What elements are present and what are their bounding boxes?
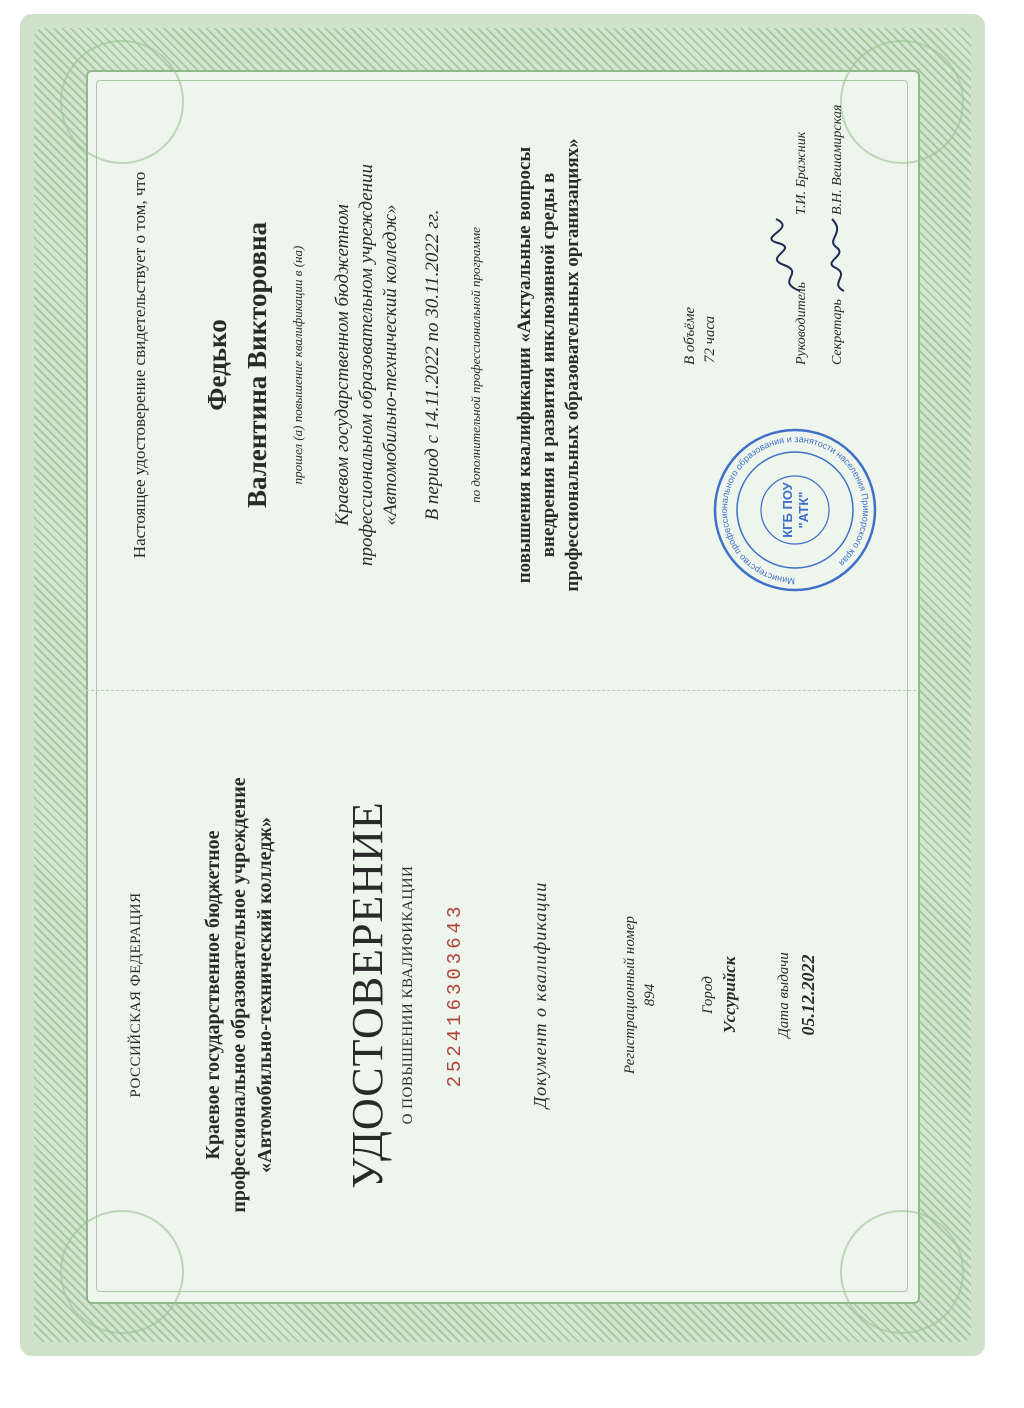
document-type: Документ о квалификации	[530, 881, 550, 1109]
volume-value: 72 часа	[702, 315, 718, 363]
secretary-name: В.Н. Вешамирская	[830, 104, 845, 215]
holder-surname: Федько	[202, 319, 232, 411]
director-name: Т.И. Бражник	[794, 131, 809, 215]
issuer-org-line-1: Краевое государственное бюджетное	[202, 830, 224, 1160]
city-label: Город	[700, 976, 716, 1014]
passed-text: прошел (а) повышение квалификации в (на)	[290, 245, 305, 485]
program-title-line-2: внедрения и развития инклюзивной среды в	[538, 172, 559, 558]
city-value: Уссурийск	[720, 956, 739, 1034]
training-org-line-2: профессиональном образовательном учреждении	[356, 163, 377, 567]
registration-number: 894	[642, 983, 658, 1007]
document-subtitle: О ПОВЫШЕНИИ КВАЛИФИКАЦИИ	[400, 865, 416, 1125]
serial-number: 252416303643	[444, 902, 466, 1088]
training-org-line-3: «Автомобильно-технический колледж»	[380, 204, 401, 526]
official-seal	[710, 425, 880, 595]
program-label: по дополнительной профессиональной программе	[468, 227, 483, 503]
program-title-line-3: профессиональных образовательных организациях»	[562, 138, 583, 592]
program-title-line-1: повышения квалификации «Актуальные вопросы	[514, 146, 535, 584]
secretary-signature	[818, 215, 863, 295]
fold-line	[86, 690, 916, 691]
document-title: УДОСТОВЕРЕНИЕ	[343, 801, 392, 1189]
issuer-org-line-2: профессиональное образовательное учреждение	[228, 777, 250, 1213]
training-org-line-1: Краевом государственном бюджетном	[332, 204, 353, 526]
seal-center-line-1: КГБ ПОУ	[780, 482, 795, 538]
secretary-label: Секретарь	[830, 299, 845, 365]
director-label: Руководитель	[794, 281, 809, 365]
issue-date-label: Дата выдачи	[776, 952, 792, 1038]
certificate-cover-page	[110, 705, 890, 1285]
registration-label: Регистрационный номер	[622, 916, 638, 1075]
intro-text: Настоящее удостоверение свидетельствует о том, что	[130, 171, 149, 559]
training-period: В период с 14.11.2022 по 30.11.2022 гг.	[422, 209, 443, 521]
seal-ring-text: Министерство профессионального образования и занятости населения Приморского края	[718, 433, 872, 587]
director-signature	[770, 215, 815, 295]
volume-label: В объёме	[682, 306, 698, 365]
holder-name: Валентина Викторовна	[242, 221, 272, 509]
country-label: РОССИЙСКАЯ ФЕДЕРАЦИЯ	[128, 892, 144, 1098]
issuer-org-line-3: «Автомобильно-технический колледж»	[254, 817, 276, 1173]
issue-date: 05.12.2022	[798, 954, 818, 1036]
seal-center-line-2: "АТК"	[796, 491, 811, 529]
certificate-details-page	[110, 75, 890, 655]
